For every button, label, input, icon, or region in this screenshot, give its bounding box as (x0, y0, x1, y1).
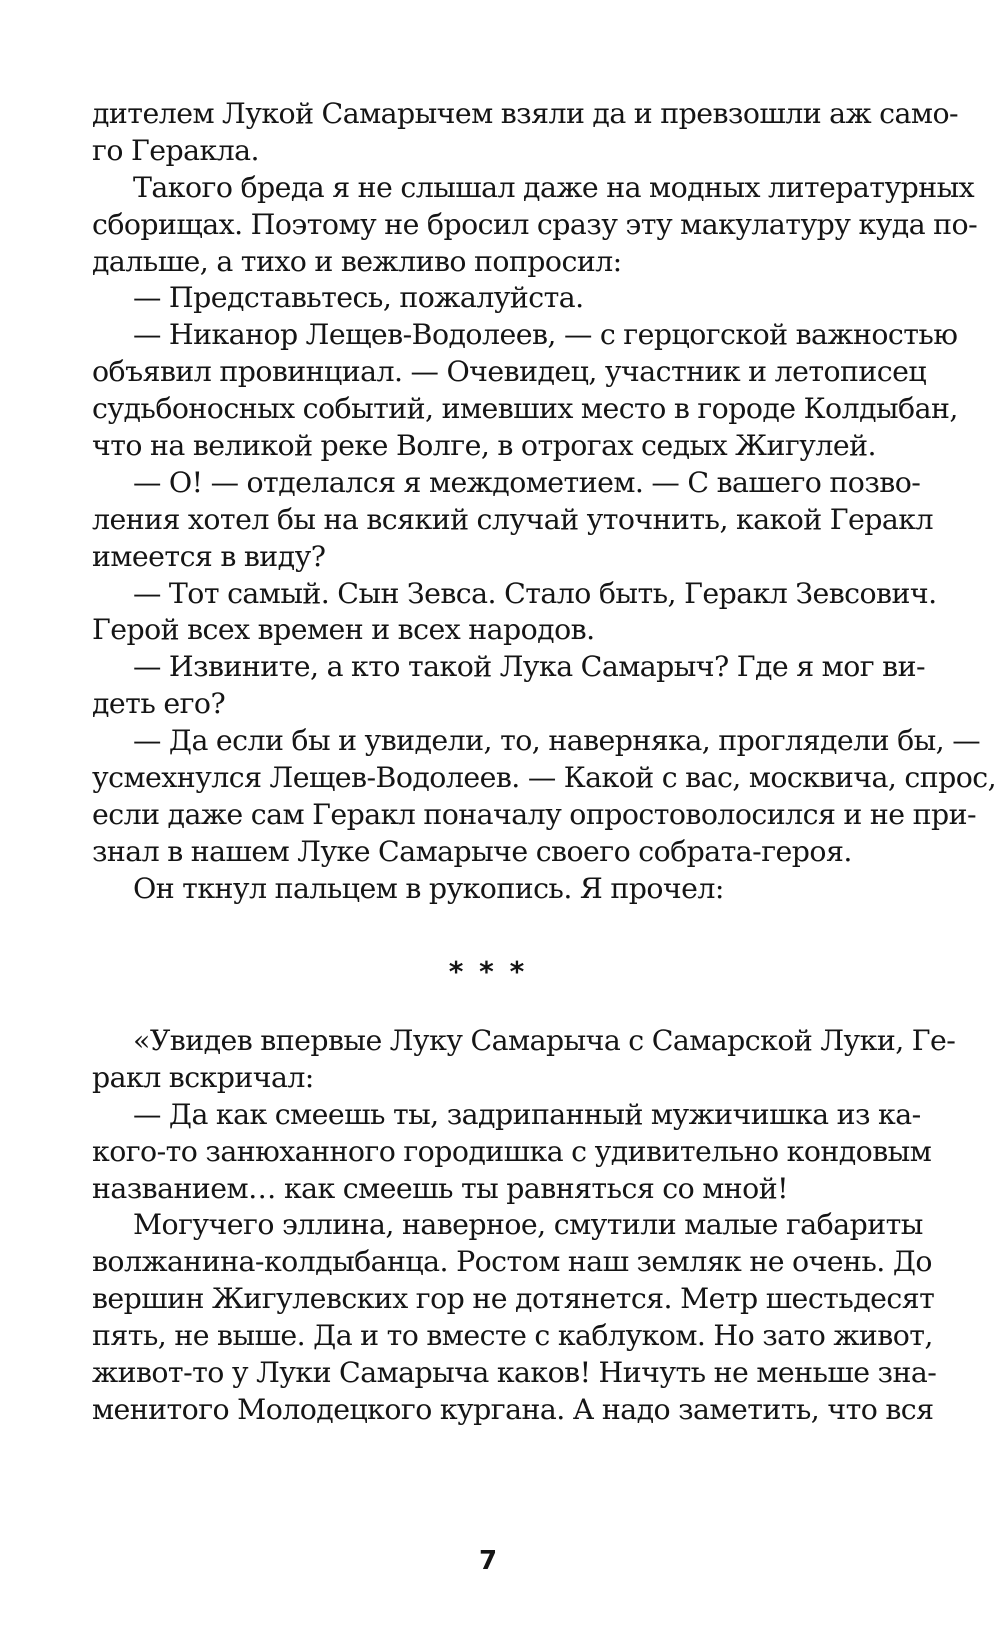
text-line: сборищах. Поэтому не бросил сразу эту макулатуру куда по- (92, 207, 978, 241)
text-line: пять, не выше. Да и то вместе с каблуком. Но зато живот, (92, 1319, 933, 1353)
text-line: дителем Лукой Самарычем взяли да и превзошли аж само- (92, 97, 959, 130)
text-line: знал в нашем Луке Самарыче своего собрата-героя. (92, 834, 852, 868)
text-block-bottom (92, 1023, 956, 1429)
text-line: го Геракла. (92, 133, 259, 167)
text-line: судьбоносных событий, имевших место в городе Колдыбан, (92, 392, 958, 426)
text-line: «Увидев впервые Луку Самарыча с Самарской Луки, Ге- (133, 1024, 956, 1057)
text-line: — Представьтесь, пожалуйста. (133, 281, 584, 315)
section-separator: * * * (448, 955, 528, 988)
text-line: названием… как смеешь ты равняться со мной! (92, 1171, 788, 1205)
text-line: волжанина-колдыбанца. Ростом наш земляк не очень. До (92, 1245, 932, 1279)
text-line: дальше, а тихо и вежливо попросил: (92, 244, 622, 278)
text-line: ления хотел бы на всякий случай уточнить, какой Геракл (92, 502, 933, 536)
text-line: — О! — отделался я междометием. — С вашего позво- (133, 465, 921, 499)
page-number: 7 (478, 1546, 498, 1576)
text-line: деть его? (92, 687, 226, 721)
text-line: имеется в виду? (92, 539, 326, 573)
text-line: Такого бреда я не слышал даже на модных литературных (133, 170, 975, 204)
text-line: кого-то занюханного городишка с удивительно кондовым (92, 1134, 932, 1168)
text-line: менитого Молодецкого кургана. А надо заметить, что вся (92, 1392, 934, 1426)
text-line: живот-то у Луки Самарыча каков! Ничуть не меньше зна- (92, 1356, 937, 1390)
text-line: если даже сам Геракл поначалу опростоволосился и не при- (92, 797, 976, 831)
text-line: ракл вскричал: (92, 1060, 314, 1094)
text-line: Герой всех времен и всех народов. (92, 613, 595, 647)
text-block-top (92, 96, 997, 908)
text-line: — Тот самый. Сын Зевса. Стало быть, Геракл Зевсович. (133, 576, 937, 610)
text-line: что на великой реке Волге, в отрогах седых Жигулей. (92, 429, 876, 463)
text-line: Могучего эллина, наверное, смутили малые габариты (133, 1208, 923, 1242)
text-line: — Никанор Лещев-Водолеев, — с герцогской важностью (133, 318, 958, 352)
text-line: — Да как смеешь ты, задрипанный мужичишка из ка- (133, 1097, 921, 1131)
text-line: объявил провинциал. — Очевидец, участник и летописец (92, 355, 927, 389)
text-line: усмехнулся Лещев-Водолеев. — Какой с вас, москвича, спрос, (92, 761, 997, 795)
text-line: — Да если бы и увидели, то, наверняка, проглядели бы, — (133, 724, 981, 758)
text-line: Он ткнул пальцем в рукопись. Я прочел: (133, 871, 724, 905)
text-line: вершин Жигулевских гор не дотянется. Метр шестьдесят (92, 1282, 935, 1316)
text-line: — Извините, а кто такой Лука Самарыч? Где я мог ви- (133, 650, 925, 684)
